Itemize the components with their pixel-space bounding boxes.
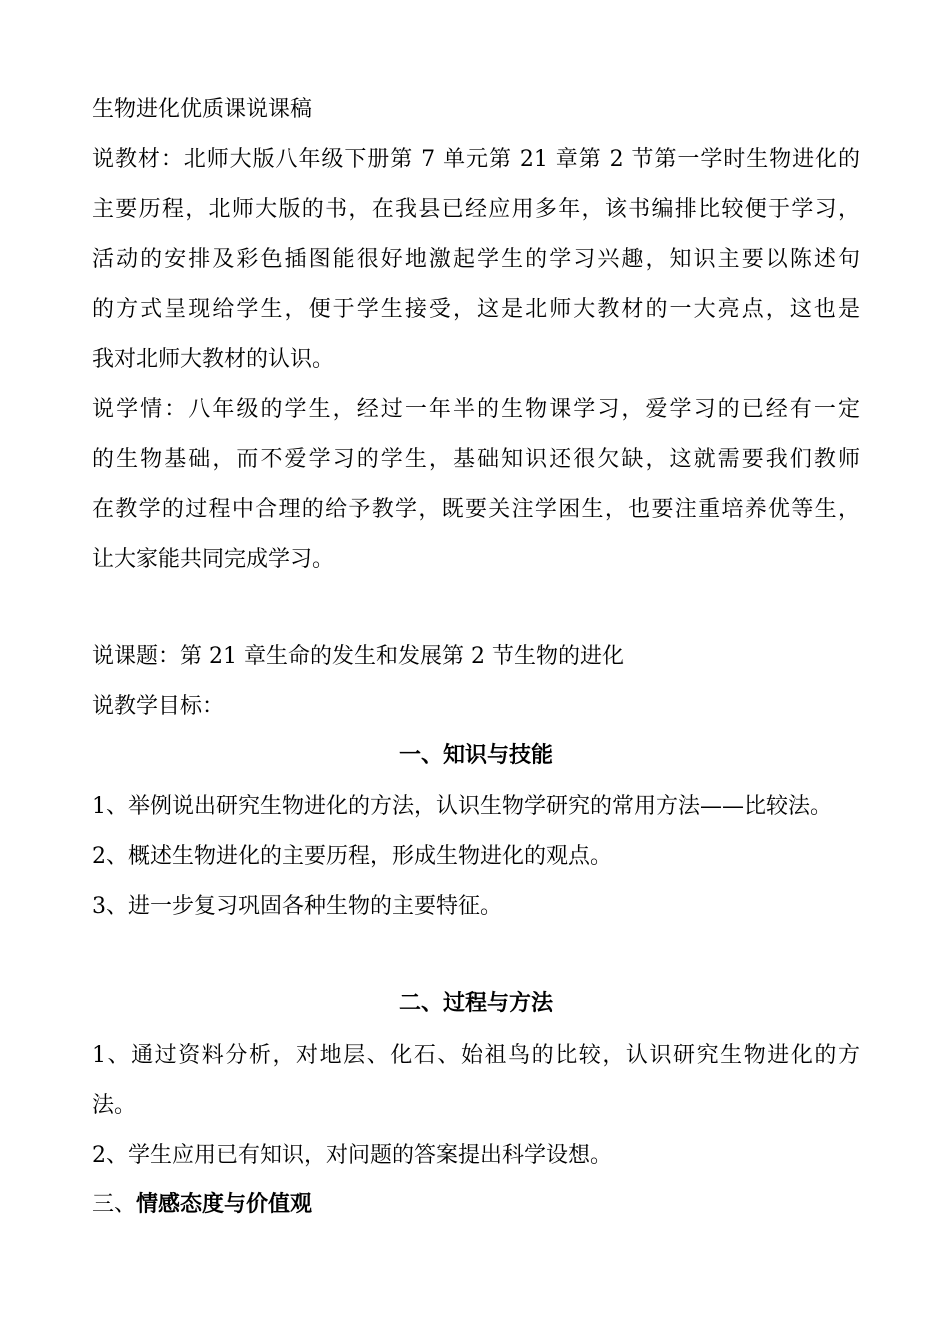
section1-item-3: 3、进一步复习巩固各种生物的主要特征。 [92,894,502,919]
textbook-paragraph-line-3: 活动的安排及彩色插图能很好地激起学生的学习兴趣，知识主要以陈述句 [92,247,860,272]
section1-item-2: 2、概述生物进化的主要历程，形成生物进化的观点。 [92,844,612,869]
document-title: 生物进化优质课说课稿 [92,97,313,122]
lesson-topic: 说课题：第 21 章生命的发生和发展第 2 节生物的进化 [92,644,624,669]
section-heading-emotion-values [92,1190,860,1220]
students-paragraph-line-4: 让大家能共同完成学习。 [92,547,335,572]
textbook-paragraph-line-1: 说教材：北师大版八年级下册第 7 单元第 21 章第 2 节第一学时生物进化的 [92,147,860,172]
textbook-paragraph-line-4: 的方式呈现给学生，便于学生接受，这是北师大教材的一大亮点，这也是 [92,297,860,322]
textbook-paragraph-line-5: 我对北师大教材的认识。 [92,347,335,372]
section3-prefix: 三、 [92,1192,137,1217]
students-paragraph-line-3: 在教学的过程中合理的给予教学，既要关注学困生，也要注重培养优等生， [92,497,860,522]
section2-item-1-line-2: 法。 [92,1093,137,1118]
section2-item-2: 2、学生应用已有知识，对问题的答案提出科学设想。 [92,1143,612,1168]
students-paragraph-line-1: 说学情：八年级的学生，经过一年半的生物课学习，爱学习的已经有一定 [92,397,860,422]
textbook-paragraph-line-2: 主要历程，北师大版的书，在我县已经应用多年，该书编排比较便于学习， [92,197,860,222]
students-paragraph-line-2: 的生物基础，而不爱学习的学生，基础知识还很欠缺，这就需要我们教师 [92,447,860,472]
section-heading-knowledge-skills: 一、知识与技能 [398,743,553,768]
section-heading-process-methods: 二、过程与方法 [398,991,553,1016]
section1-item-1: 1、举例说出研究生物进化的方法，认识生物学研究的常用方法——比较法。 [92,794,832,819]
teaching-goals-label: 说教学目标： [92,694,225,719]
section3-heading-text: 情感态度与价值观 [136,1192,313,1217]
section2-item-1-line-1: 1、通过资料分析，对地层、化石、始祖鸟的比较，认识研究生物进化的方 [92,1043,860,1068]
